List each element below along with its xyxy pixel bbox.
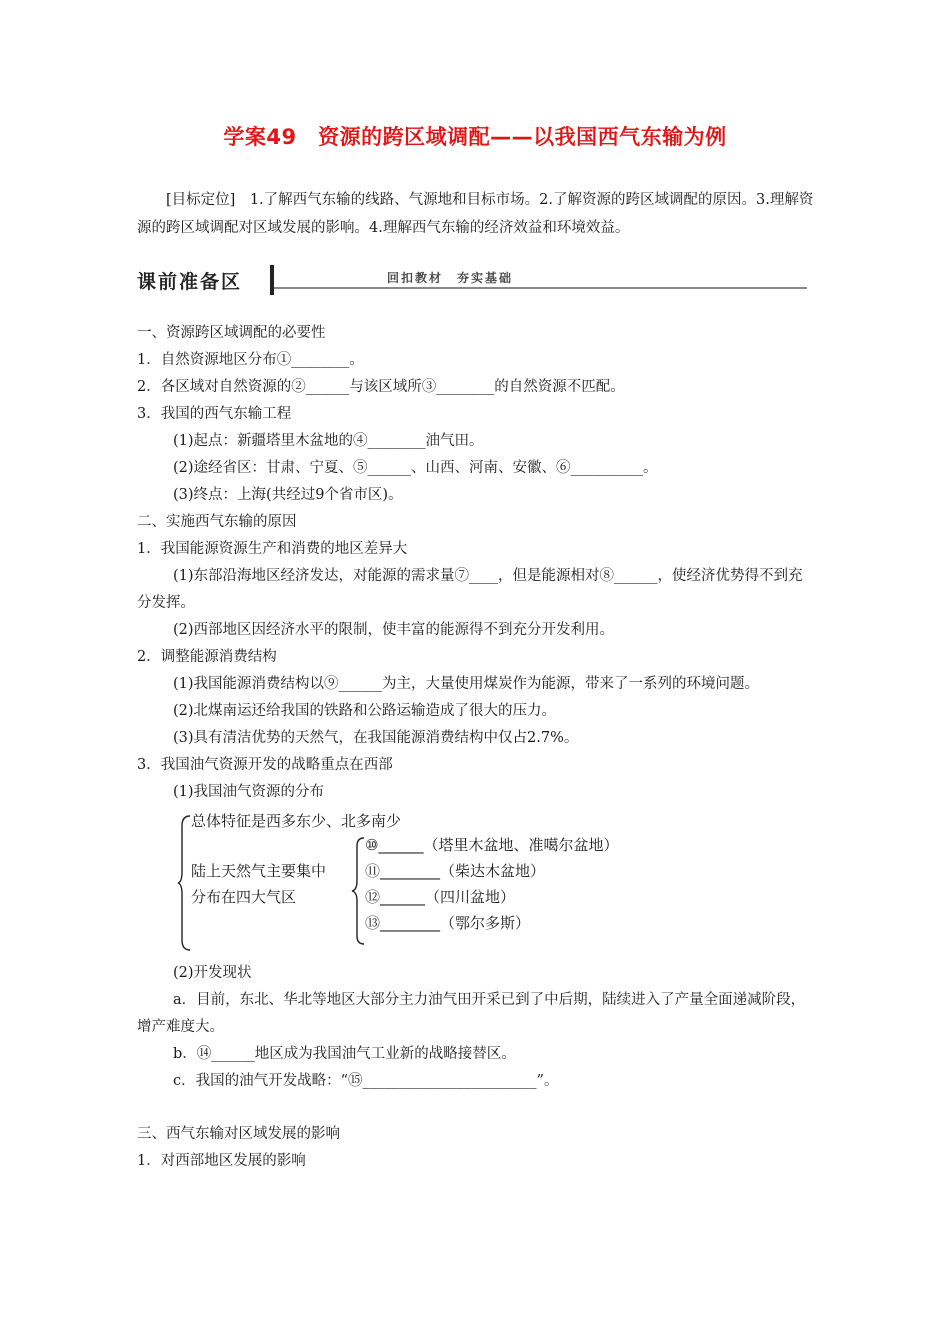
item-2-2-c: (3)具有清洁优势的天然气，在我国能源消费结构中仅占2.7%。 xyxy=(173,730,579,746)
item-1-3-b: (2)途经省区：甘肃、宁夏、⑤______、山西、河南、安徽、⑥__________。 xyxy=(173,460,658,476)
section-heading-1: 一、资源跨区域调配的必要性 xyxy=(137,325,326,341)
worksheet-content xyxy=(137,320,817,1175)
gas-distribution-diagram xyxy=(177,810,817,958)
section-heading-2: 二、实施西气东输的原因 xyxy=(137,514,297,530)
diagram-item-10: ⑩______（塔里木盆地、准噶尔盆地） xyxy=(365,836,619,854)
section-banner xyxy=(137,263,807,297)
item-2-2-a: (1)我国能源消费结构以⑨______为主，大量使用煤炭作为能源，带来了一系列的环境问题。 xyxy=(173,676,760,692)
item-2-1: 1．我国能源资源生产和消费的地区差异大 xyxy=(137,541,408,557)
diagram-item-11: ⑪________（柴达木盆地） xyxy=(365,862,546,880)
item-2-2-b: (2)北煤南运还给我国的铁路和公路运输造成了很大的压力。 xyxy=(173,703,557,719)
item-1-3-a: (1)起点：新疆塔里木盆地的④________油气田。 xyxy=(173,433,484,449)
item-2-3: 3．我国油气资源开发的战略重点在西部 xyxy=(137,757,393,773)
item-1-3: 3．我国的西气东输工程 xyxy=(137,406,292,422)
item-1-1: 1．自然资源地区分布①________。 xyxy=(137,352,364,368)
page-title: 学案49 资源的跨区域调配——以我国西气东输为例 xyxy=(223,125,727,149)
item-2-3-a: (1)我国油气资源的分布 xyxy=(173,784,325,800)
diagram-left-line-1: 陆上天然气主要集中 xyxy=(191,862,327,880)
outer-brace xyxy=(177,814,191,952)
diagram-left-line-2: 分布在四大气区 xyxy=(191,888,297,906)
banner-rule xyxy=(274,287,807,289)
banner-heading: 课前准备区 xyxy=(137,271,243,293)
item-2-3-b: (2)开发现状 xyxy=(173,965,252,981)
inner-brace xyxy=(351,836,365,946)
section-gap xyxy=(137,1095,817,1121)
item-1-2: 2．各区域对自然资源的②______与该区域所③________的自然资源不匹配。 xyxy=(137,379,625,395)
item-2-1-a: (1)东部沿海地区经济发达，对能源的需求量⑦____，但是能源相对⑧______，使经济优势得不到充分发挥。 xyxy=(137,568,803,611)
diagram-top-line: 总体特征是西多东少、北多南少 xyxy=(191,812,402,830)
item-1-3-c: (3)终点：上海(共经过9个省市区)。 xyxy=(173,487,403,503)
item-2-3-b-b: b．⑭______地区成为我国油气工业新的战略接替区。 xyxy=(173,1046,516,1062)
item-2-3-b-c: c．我国的油气开发战略：“⑮________________________”。 xyxy=(173,1073,559,1089)
item-2-1-b: (2)西部地区因经济水平的限制，使丰富的能源得不到充分开发利用。 xyxy=(173,622,615,638)
objectives-paragraph: [目标定位] 1.了解西气东输的线路、气源地和目标市场。2.了解资源的跨区域调配的原因。3.理解资源的跨区域调配对区域发展的影响。4.理解西气东输的经济效益和环境效益。 xyxy=(137,192,814,236)
diagram-item-13: ⑬________（鄂尔多斯） xyxy=(365,914,531,932)
banner-bar xyxy=(270,265,274,295)
item-2-3-b-a: a．目前，东北、华北等地区大部分主力油气田开采已到了中后期，陆续进入了产量全面递减阶段，增产难度大。 xyxy=(137,992,806,1035)
banner-subtitle: 回扣教材 夯实基础 xyxy=(387,271,514,285)
item-3-1: 1．对西部地区发展的影响 xyxy=(137,1153,306,1169)
section-heading-3: 三、西气东输对区域发展的影响 xyxy=(137,1126,340,1142)
diagram-item-12: ⑫______（四川盆地） xyxy=(365,888,516,906)
item-2-2: 2．调整能源消费结构 xyxy=(137,649,277,665)
